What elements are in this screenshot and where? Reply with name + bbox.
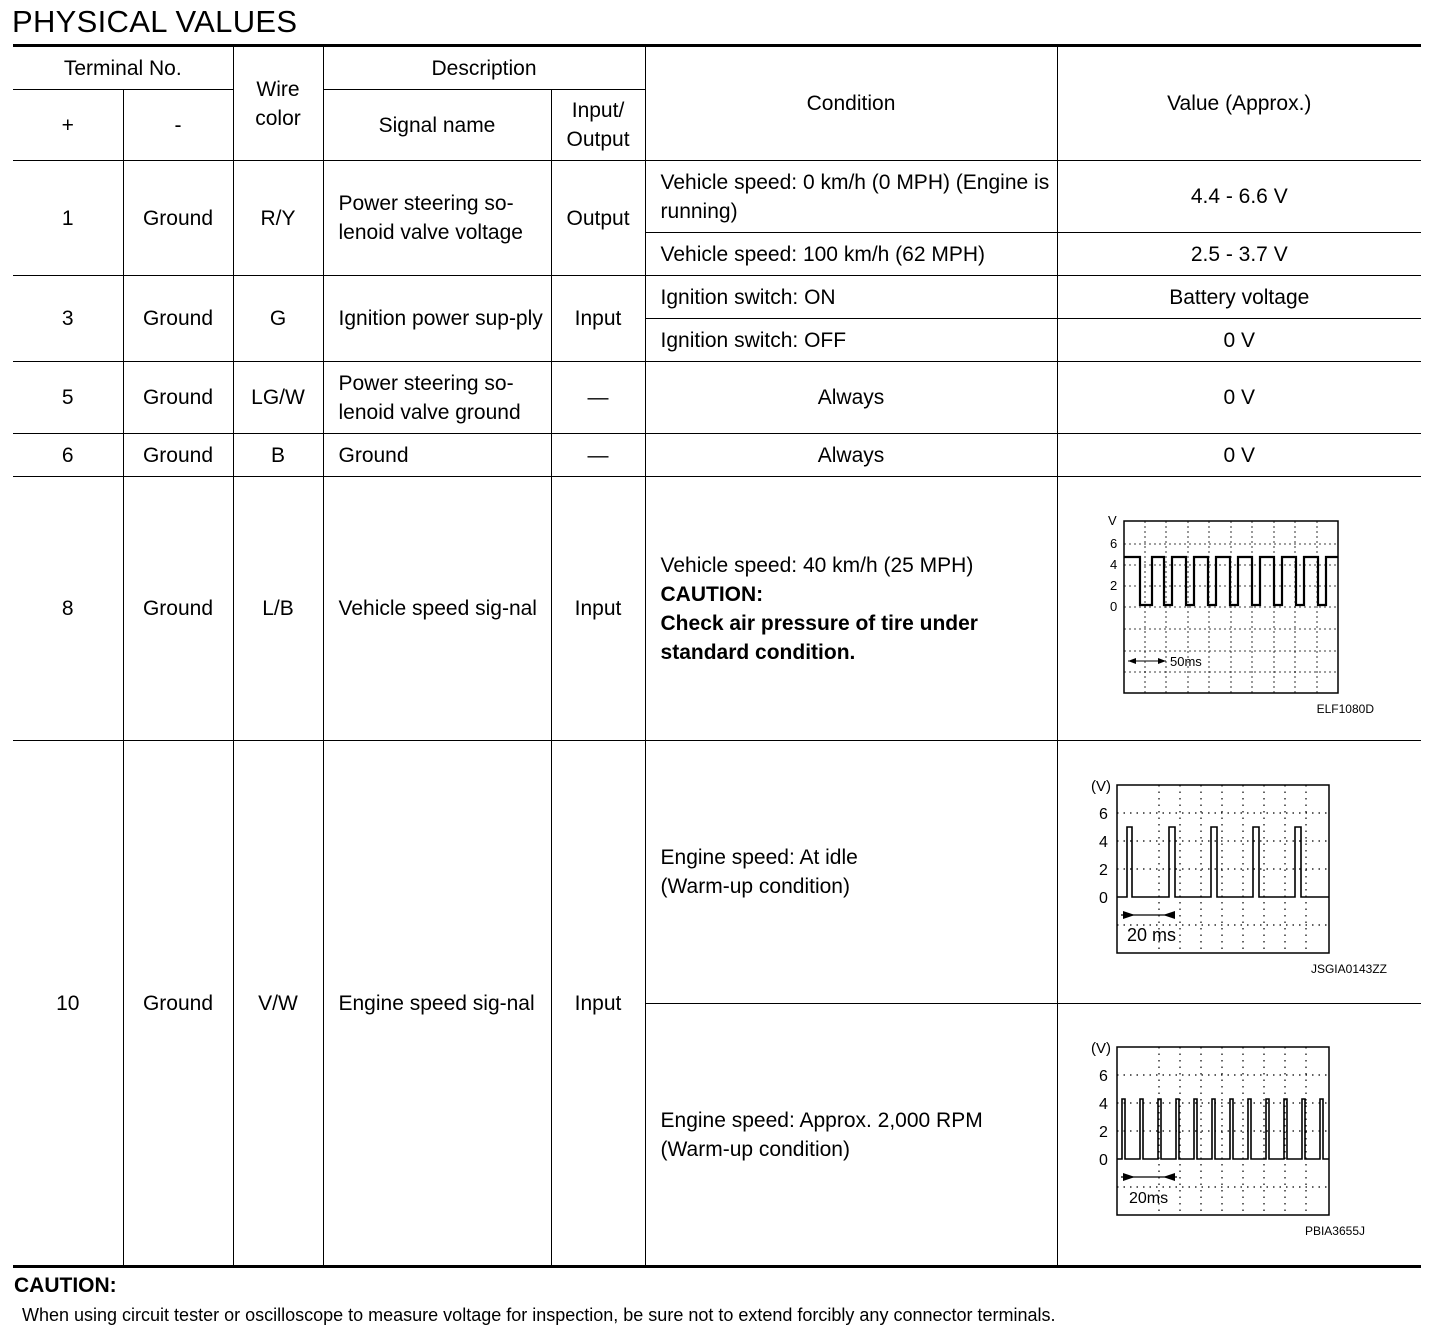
page-title: PHYSICAL VALUES — [12, 4, 298, 39]
condition: Ignition switch: OFF — [645, 319, 1057, 362]
engine-idle-waveform — [1069, 765, 1409, 980]
condition: Ignition switch: ON — [645, 276, 1057, 319]
waveform-y-label: 2 — [1110, 578, 1118, 593]
caution-heading: CAUTION: — [660, 582, 764, 606]
input-output: — — [551, 362, 645, 434]
table-row — [13, 477, 1421, 741]
waveform-y-label: 6 — [1110, 536, 1118, 551]
waveform-time-label: 20 ms — [1127, 924, 1177, 945]
waveform-y-label: 4 — [1099, 1096, 1109, 1113]
wire-color: V/W — [233, 741, 323, 1267]
waveform-y-label: 2 — [1099, 1124, 1109, 1141]
terminal-minus: Ground — [123, 741, 233, 1267]
waveform-y-label: 6 — [1099, 805, 1109, 823]
value: 2.5 - 3.7 V — [1057, 233, 1421, 276]
header-terminal-no: Terminal No. — [13, 46, 233, 90]
input-output: Input — [551, 477, 645, 741]
waveform-figure-code: PBIA3655J — [1305, 1224, 1366, 1238]
terminal-minus: Ground — [123, 434, 233, 477]
terminal-minus: Ground — [123, 477, 233, 741]
terminal-plus: 5 — [13, 362, 123, 434]
condition: Vehicle speed: 100 km/h (62 MPH) — [645, 233, 1057, 276]
table-row — [13, 434, 1421, 477]
condition-line: (Warm-up condition) — [660, 875, 850, 898]
wire-color: L/B — [233, 477, 323, 741]
condition-line: (Warm-up condition) — [660, 1137, 850, 1161]
footer-caution-heading: CAUTION: — [14, 1274, 117, 1297]
condition: Always — [645, 434, 1057, 477]
table-row — [13, 161, 1421, 233]
condition: Vehicle speed: 0 km/h (0 MPH) (Engine is running) — [645, 161, 1057, 233]
table-row — [13, 276, 1421, 319]
condition-line: Engine speed: Approx. 2,000 RPM — [660, 1108, 983, 1132]
value: Battery voltage — [1057, 276, 1421, 319]
waveform-y-label: 4 — [1099, 833, 1109, 851]
terminal-minus: Ground — [123, 362, 233, 434]
waveform-time-label: 50ms — [1170, 654, 1203, 669]
condition — [645, 477, 1057, 741]
condition — [645, 1004, 1057, 1267]
waveform-cell — [1057, 741, 1421, 1004]
header-description: Description — [323, 46, 645, 90]
value: 4.4 - 6.6 V — [1057, 161, 1421, 233]
wire-color: B — [233, 434, 323, 477]
waveform-unit: V — [1108, 513, 1117, 528]
wire-color: R/Y — [233, 161, 323, 276]
waveform-figure-code: JSGIA0143ZZ — [1311, 961, 1388, 976]
value: 0 V — [1057, 319, 1421, 362]
condition: Always — [645, 362, 1057, 434]
footer-caution-text: When using circuit tester or oscilloscope to measure voltage for inspection, be sure not to extend forcibly any connector terminals. — [22, 1305, 1056, 1325]
table-row — [13, 362, 1421, 434]
signal-name: Engine speed sig-nal — [323, 741, 551, 1267]
value: 0 V — [1057, 434, 1421, 477]
waveform-unit: (V) — [1091, 1040, 1112, 1057]
signal-name: Power steering so-lenoid valve ground — [323, 362, 551, 434]
terminal-plus: 6 — [13, 434, 123, 477]
vehicle-speed-waveform — [1074, 501, 1404, 716]
terminal-plus: 10 — [13, 741, 123, 1267]
header-signal-name: Signal name — [323, 90, 551, 161]
header-wire-color: Wire color — [233, 46, 323, 161]
header-input-output: Input/ Output — [551, 90, 645, 161]
waveform-figure-code: ELF1080D — [1316, 702, 1375, 716]
waveform-y-label: 0 — [1099, 889, 1109, 907]
terminal-plus: 1 — [13, 161, 123, 276]
condition-line: Engine speed: At idle — [660, 846, 858, 869]
terminal-plus: 3 — [13, 276, 123, 362]
header-minus: - — [123, 90, 233, 161]
terminal-minus: Ground — [123, 161, 233, 276]
input-output: Input — [551, 741, 645, 1267]
physical-values-table — [13, 44, 1421, 1268]
signal-name: Ground — [323, 434, 551, 477]
value: 0 V — [1057, 362, 1421, 434]
signal-name: Power steering so-lenoid valve voltage — [323, 161, 551, 276]
input-output: — — [551, 434, 645, 477]
condition-text: Vehicle speed: 40 km/h (25 MPH) — [660, 553, 974, 577]
terminal-plus: 8 — [13, 477, 123, 741]
header-condition: Condition — [645, 46, 1057, 161]
table-row — [13, 741, 1421, 1004]
wire-color: G — [233, 276, 323, 362]
waveform-y-label: 0 — [1110, 599, 1118, 614]
engine-2000rpm-waveform — [1069, 1027, 1409, 1242]
condition — [645, 741, 1057, 1004]
wire-color: LG/W — [233, 362, 323, 434]
waveform-y-label: 2 — [1099, 861, 1109, 879]
waveform-time-label: 20ms — [1129, 1190, 1169, 1207]
input-output: Output — [551, 161, 645, 276]
signal-name: Vehicle speed sig-nal — [323, 477, 551, 741]
input-output: Input — [551, 276, 645, 362]
waveform-y-label: 4 — [1110, 557, 1118, 572]
waveform-cell — [1057, 1004, 1421, 1267]
waveform-y-label: 6 — [1099, 1068, 1109, 1085]
waveform-unit: (V) — [1091, 777, 1112, 795]
terminal-minus: Ground — [123, 276, 233, 362]
waveform-y-label: 0 — [1099, 1152, 1109, 1169]
header-plus: + — [13, 90, 123, 161]
header-value: Value (Approx.) — [1057, 46, 1421, 161]
waveform-cell — [1057, 477, 1421, 741]
signal-name: Ignition power sup-ply — [323, 276, 551, 362]
caution-body: Check air pressure of tire under standard condition. — [660, 611, 978, 664]
